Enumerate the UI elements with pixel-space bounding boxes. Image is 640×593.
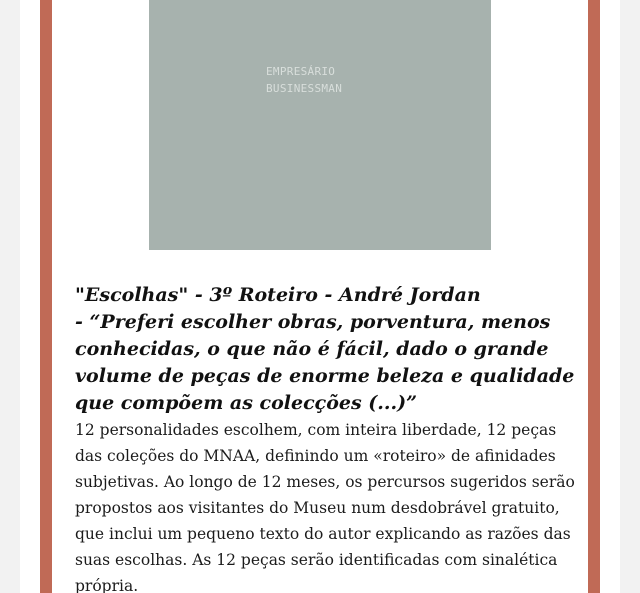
article-quote: - “Preferi escolher obras, porventura, menos conhecidas, o que não é fácil, dado o grande volume de peças de enorme beleza e qualidade que compõem as colecções (...)”: [75, 311, 575, 414]
image-caption-line-1: EMPRESÁRIO: [266, 65, 336, 78]
image-caption: [266, 63, 342, 97]
image-caption-line-2: BUSINESSMAN: [266, 82, 343, 95]
article-title: "Escolhas" - 3º Roteiro - André Jordan: [75, 284, 481, 306]
article-body: 12 personalidades escolhem, com inteira liberdade, 12 peças das coleções do MNAA, definindo um «roteiro» de afinidades subjetivas. Ao longo de 12 meses, os percursos sugeridos serão propostos aos visitantes do Museu num desdobrável gratuito, que inclui um pequeno texto do autor explicando as razões das suas escolhas. As 12 peças serão identificadas com sinalética própria.: [75, 421, 575, 593]
article-card: [52, 0, 588, 593]
article-image[interactable]: [149, 0, 491, 250]
article-heading: [75, 282, 575, 417]
